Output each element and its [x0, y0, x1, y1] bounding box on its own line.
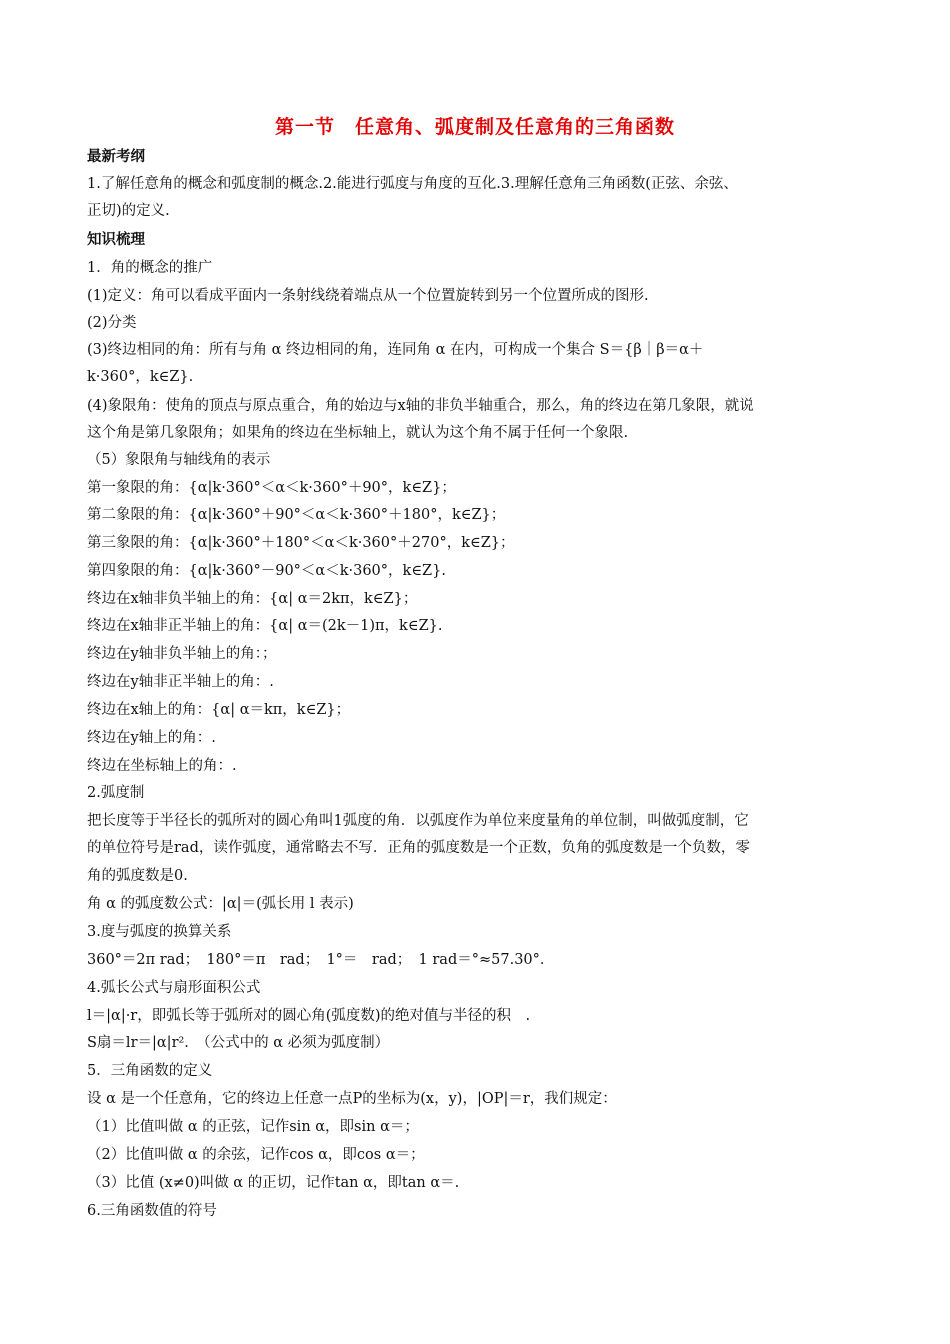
text-line: (2)分类	[87, 315, 137, 331]
text-line: 5．三角函数的定义	[87, 1063, 213, 1079]
text-line: 第一象限的角：{α|k·360°＜α＜k·360°＋90°，k∈Z}；	[87, 480, 456, 496]
text-line: 1．角的概念的推广	[87, 260, 213, 276]
text-line: 设 α 是一个任意角，它的终边上任意一点P的坐标为(x，y)，|OP|＝r，我们规定：	[87, 1091, 617, 1107]
text-line: 终边在x轴非负半轴上的角：{α| α＝2kπ，k∈Z}；	[87, 591, 418, 607]
text-line: （5）象限角与轴线角的表示	[87, 452, 271, 468]
section-heading: 最新考纲	[87, 149, 145, 165]
page-title: 第一节 任意角、弧度制及任意角的三角函数	[274, 116, 675, 138]
text-line: 终边在y轴非负半轴上的角：；	[87, 646, 277, 662]
text-line: 终边在x轴上的角：{α| α＝kπ，k∈Z}；	[87, 702, 351, 718]
text-line: 终边在x轴非正半轴上的角：{α| α＝(2k－1)π，k∈Z}.	[87, 618, 443, 634]
text-line: l＝|α|·r，即弧长等于弧所对的圆心角(弧度数)的绝对值与半径的积 .	[87, 1008, 531, 1024]
text-line: 终边在坐标轴上的角：.	[87, 758, 237, 774]
text-line: 这个角是第几象限角；如果角的终边在坐标轴上，就认为这个角不属于任何一个象限.	[87, 425, 629, 441]
text-line: (3)终边相同的角：所有与角 α 终边相同的角，连同角 α 在内，可构成一个集合 S＝{β｜β＝α＋	[87, 342, 704, 358]
text-line: S扇＝lr＝|α|r². （公式中的 α 必须为弧度制）	[87, 1035, 390, 1051]
text-line: 360°＝2π rad； 180°＝π rad； 1°＝ rad； 1 rad＝°≈57.30°．	[87, 952, 555, 968]
text-line: 1.了解任意角的概念和弧度制的概念.2.能进行弧度与角度的互化.3.理解任意角三角函数(正弦、余弦、	[87, 176, 738, 192]
text-line: 正切)的定义.	[87, 203, 170, 219]
text-line: 4.弧长公式与扇形面积公式	[87, 980, 261, 996]
text-line: 角的弧度数是0.	[87, 868, 188, 884]
text-line: 的单位符号是rad，读作弧度，通常略去不写．正角的弧度数是一个正数，负角的弧度数是一个负数，零	[87, 840, 750, 856]
text-line: k·360°，k∈Z}.	[87, 369, 194, 385]
text-line: （1）比值叫做 α 的正弦，记作sin α，即sin α＝；	[87, 1119, 419, 1135]
text-line: 2.弧度制	[87, 785, 145, 801]
section-heading: 知识梳理	[87, 232, 145, 248]
text-line: 把长度等于半径长的弧所对的圆心角叫1弧度的角．以弧度作为单位来度量角的单位制，叫做弧度制，它	[87, 813, 749, 829]
text-line: 终边在y轴非正半轴上的角：.	[87, 674, 274, 690]
text-line: （3）比值 (x≠0)叫做 α 的正切，记作tan α，即tan α＝.	[87, 1175, 460, 1191]
text-line: (4)象限角：使角的顶点与原点重合，角的始边与x轴的非负半轴重合，那么，角的终边在第几象限，就说	[87, 398, 754, 414]
text-line: 第四象限的角：{α|k·360°－90°＜α＜k·360°，k∈Z}.	[87, 563, 446, 579]
text-line: 角 α 的弧度数公式：|α|＝(弧长用 l 表示)	[87, 896, 354, 912]
text-line: 第三象限的角：{α|k·360°＋180°＜α＜k·360°＋270°，k∈Z}；	[87, 535, 515, 551]
text-line: 3.度与弧度的换算关系	[87, 924, 232, 940]
text-line: (1)定义：角可以看成平面内一条射线绕着端点从一个位置旋转到另一个位置所成的图形.	[87, 288, 649, 304]
text-line: 第二象限的角：{α|k·360°＋90°＜α＜k·360°＋180°，k∈Z}；	[87, 507, 506, 523]
text-line: 6.三角函数值的符号	[87, 1203, 217, 1219]
text-line: 终边在y轴上的角：.	[87, 730, 216, 746]
text-line: （2）比值叫做 α 的余弦，记作cos α，即cos α＝；	[87, 1147, 425, 1163]
